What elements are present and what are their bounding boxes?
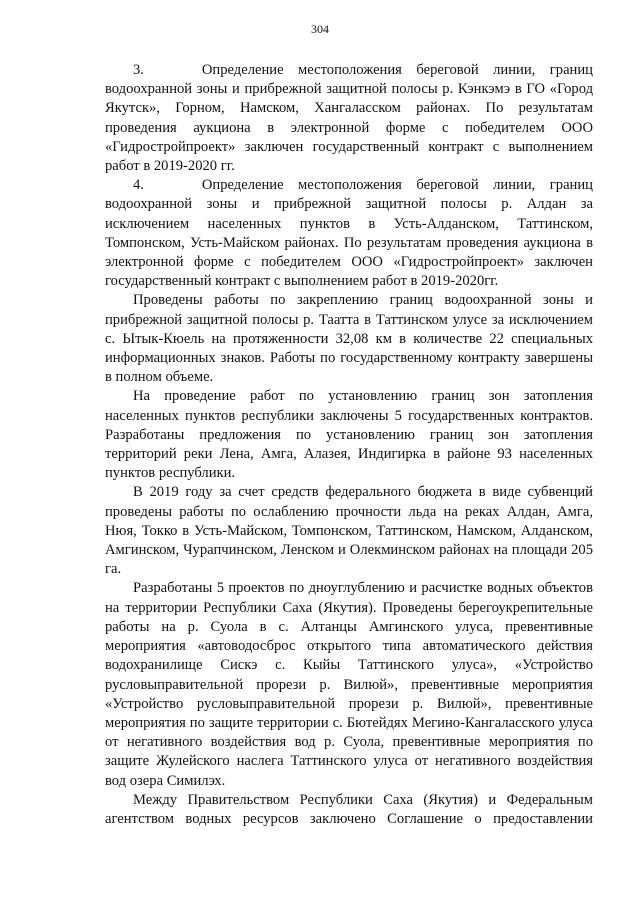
paragraph-ice-weakening: В 2019 году за счет средств федерального бюджета в виде субвенций проведены работы по ослаблению прочности льда на реках Алдан, Амга, Нюя, Токко в Усть-Майском, Томпонском, Таттинском, Намском, Алданском, Амгинском, Чурапчинском, Ленском и Олекминском районах на площади 205 га. xyxy=(105,484,593,578)
paragraph-agreement: Между Правительством Республики Саха (Якутия) и Федеральным агентством водных ресурсов заключено Соглашение о предоставлении xyxy=(105,791,593,827)
document-body xyxy=(105,61,593,829)
paragraph-taatta-boundary-signs: Проведены работы по закреплению границ водоохранной зоны и прибрежной защитной полосы р. Таатта в Таттинском улусе за исключением с. Ытык-Кюель на протяженности 32,08 км в количестве 22 специальных информационных знаков. Работы по государственному контракту завершены в полном объеме. xyxy=(105,292,593,386)
paragraph-aldan-shoreline: 4. Определение местоположения береговой линии, границ водоохранной зоны и прибрежной защитной полосы р. Алдан за исключением населенных пунктов в Усть-Алданском, Таттинском, Томпонском, Усть-Майском районах. По результатам проведения аукциона в электронной форме с победителем ООО «Гидростройпроект» заключен государственный контракт с выполнением работ в 2019-2020гг. xyxy=(105,177,593,290)
paragraph-kenkeme-shoreline: 3. Определение местоположения береговой линии, границ водоохранной зоны и прибрежной защитной полосы р. Кэнкэмэ в ГО «Город Якутск», Горном, Намском, Хангаласском районах. По результатам проведения аукциона в электронной форме с победителем ООО «Гидростройпроект» заключен государственный контракт с выполнением работ в 2019-2020 гг. xyxy=(105,62,593,175)
paragraph-dredging-projects: Разработаны 5 проектов по дноуглублению и расчистке водных объектов на территории Республики Саха (Якутия). Проведены берегоукрепительные работы на р. Суола в с. Алтанцы Амгинского улуса, превентивные мероприятия «автоводосброс открытого типа автоматического действия водохранилище Сискэ с. Кыйы Таттинского улуса», «Устройство русловыправительной прорези р. Вилюй», превентивные мероприятия «Устройство русловыправительной прорези р. Вилюй», превентивные мероприятия по защите территории с. Бютейдях Мегино-Кангаласского улуса от негативного воздействия вод р. Суола, превентивные мероприятия по защите Жулейского наслега Таттинского улуса от негативного воздействия вод озера Симилэх. xyxy=(105,580,593,789)
paragraph-flood-zones: На проведение работ по установлению границ зон затопления населенных пунктов республики заключены 5 государственных контрактов. Разработаны предложения по установлению границ зон затопления территорий реки Лена, Амга, Алазея, Индигирка в районе 93 населенных пунктов республики. xyxy=(105,388,593,482)
page-number: 304 xyxy=(311,22,329,36)
